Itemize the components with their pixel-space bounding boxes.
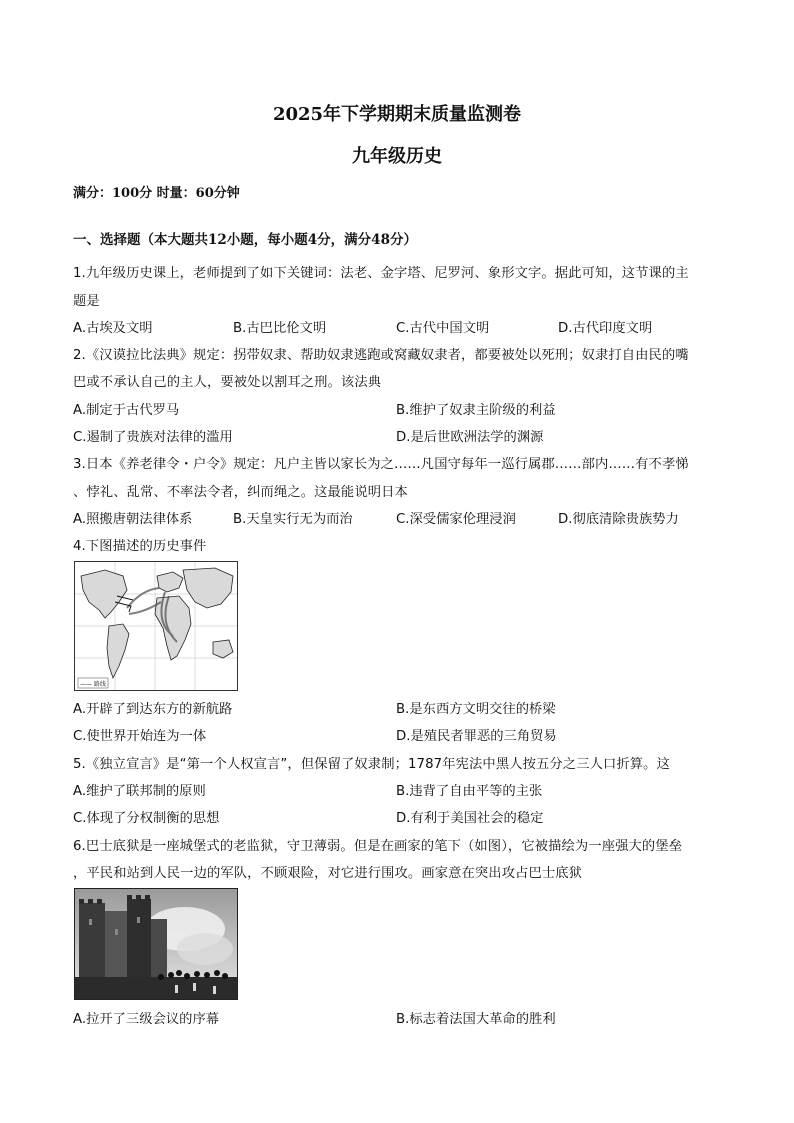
question-3-line-2: 、悖礼、乱常、不率法令者，纠而绳之。这最能说明日本: [73, 485, 408, 500]
question-1-option-b[interactable]: B.古巴比伦文明: [233, 321, 327, 336]
question-2-line-2: 巴或不承认自己的主人，要被处以割耳之刑。该法典: [73, 375, 382, 390]
question-4-option-b[interactable]: B.是东西方文明交往的桥梁: [396, 702, 556, 717]
question-3-option-c[interactable]: C.深受儒家伦理浸润: [396, 512, 516, 527]
triangle-trade-map: [74, 561, 238, 691]
question-3-option-a[interactable]: A.照搬唐朝法律体系: [73, 512, 193, 527]
exam-meta: 满分：100分 时量：60分钟: [73, 186, 240, 201]
question-5-option-a[interactable]: A.维护了联邦制的原则: [73, 784, 206, 799]
exam-subtitle: 九年级历史: [352, 146, 442, 167]
question-5-option-d[interactable]: D.有利于美国社会的稳定: [396, 811, 544, 826]
question-5-option-c[interactable]: C.体现了分权制衡的思想: [73, 811, 220, 826]
question-3-option-b[interactable]: B.天皇实行无为而治: [233, 512, 353, 527]
question-3-option-d[interactable]: D.彻底清除贵族势力: [558, 512, 679, 527]
question-2-option-c[interactable]: C.遏制了贵族对法律的滥用: [73, 430, 233, 445]
question-5-option-b[interactable]: B.违背了自由平等的主张: [396, 784, 543, 799]
question-2-line-1: 2.《汉谟拉比法典》规定：拐带奴隶、帮助奴隶逃跑或窝藏奴隶者，都要被处以死刑；奴隶打自由民的嘴: [73, 348, 689, 363]
question-4-option-a[interactable]: A.开辟了到达东方的新航路: [73, 702, 233, 717]
question-1-line-2: 题是: [73, 294, 100, 309]
question-6-option-a[interactable]: A.拉开了三级会议的序幕: [73, 1012, 220, 1027]
world-map-image: [75, 562, 237, 690]
question-6-line-1: 6.巴士底狱是一座城堡式的老监狱，守卫薄弱。但是在画家的笔下（如图），它被描绘为一座强大的堡垒: [73, 839, 683, 854]
bastille-painting-image: [75, 889, 237, 999]
question-1-option-d[interactable]: D.古代印度文明: [558, 321, 653, 336]
question-2-option-a[interactable]: A.制定于古代罗马: [73, 403, 180, 418]
question-2-option-d[interactable]: D.是后世欧洲法学的渊源: [396, 430, 544, 445]
question-6-option-b[interactable]: B.标志着法国大革命的胜利: [396, 1012, 556, 1027]
question-2-option-b[interactable]: B.维护了奴隶主阶级的利益: [396, 403, 556, 418]
question-1-option-c[interactable]: C.古代中国文明: [396, 321, 490, 336]
question-4-option-c[interactable]: C.使世界开始连为一体: [73, 729, 207, 744]
question-3-line-1: 3.日本《养老律令・户令》规定：凡户主皆以家长为之……凡国守每年一巡行属郡……部内……有不孝悌: [73, 457, 689, 472]
bastille-painting: [74, 888, 238, 1000]
section-heading: 一、选择题（本大题共12小题，每小题4分，满分48分）: [73, 232, 417, 248]
question-1-option-a[interactable]: A.古埃及文明: [73, 321, 153, 336]
map-legend: —— 路线: [80, 681, 106, 688]
question-5-line-1: 5.《独立宣言》是“第一个人权宣言”，但保留了奴隶制；1787年宪法中黑人按五分之三人口折算。这: [73, 757, 670, 772]
question-4-option-d[interactable]: D.是殖民者罪恶的三角贸易: [396, 729, 557, 744]
question-4-line-1: 4.下图描述的历史事件: [73, 539, 207, 554]
question-1-line-1: 1.九年级历史课上，老师提到了如下关键词：法老、金字塔、尼罗河、象形文字。据此可知，这节课的主: [73, 266, 689, 281]
exam-title: 2025年下学期期末质量监测卷: [272, 104, 522, 125]
question-6-line-2: ，平民和站到人民一边的军队，不顾艰险，对它进行围攻。画家意在突出攻占巴士底狱: [73, 866, 583, 881]
